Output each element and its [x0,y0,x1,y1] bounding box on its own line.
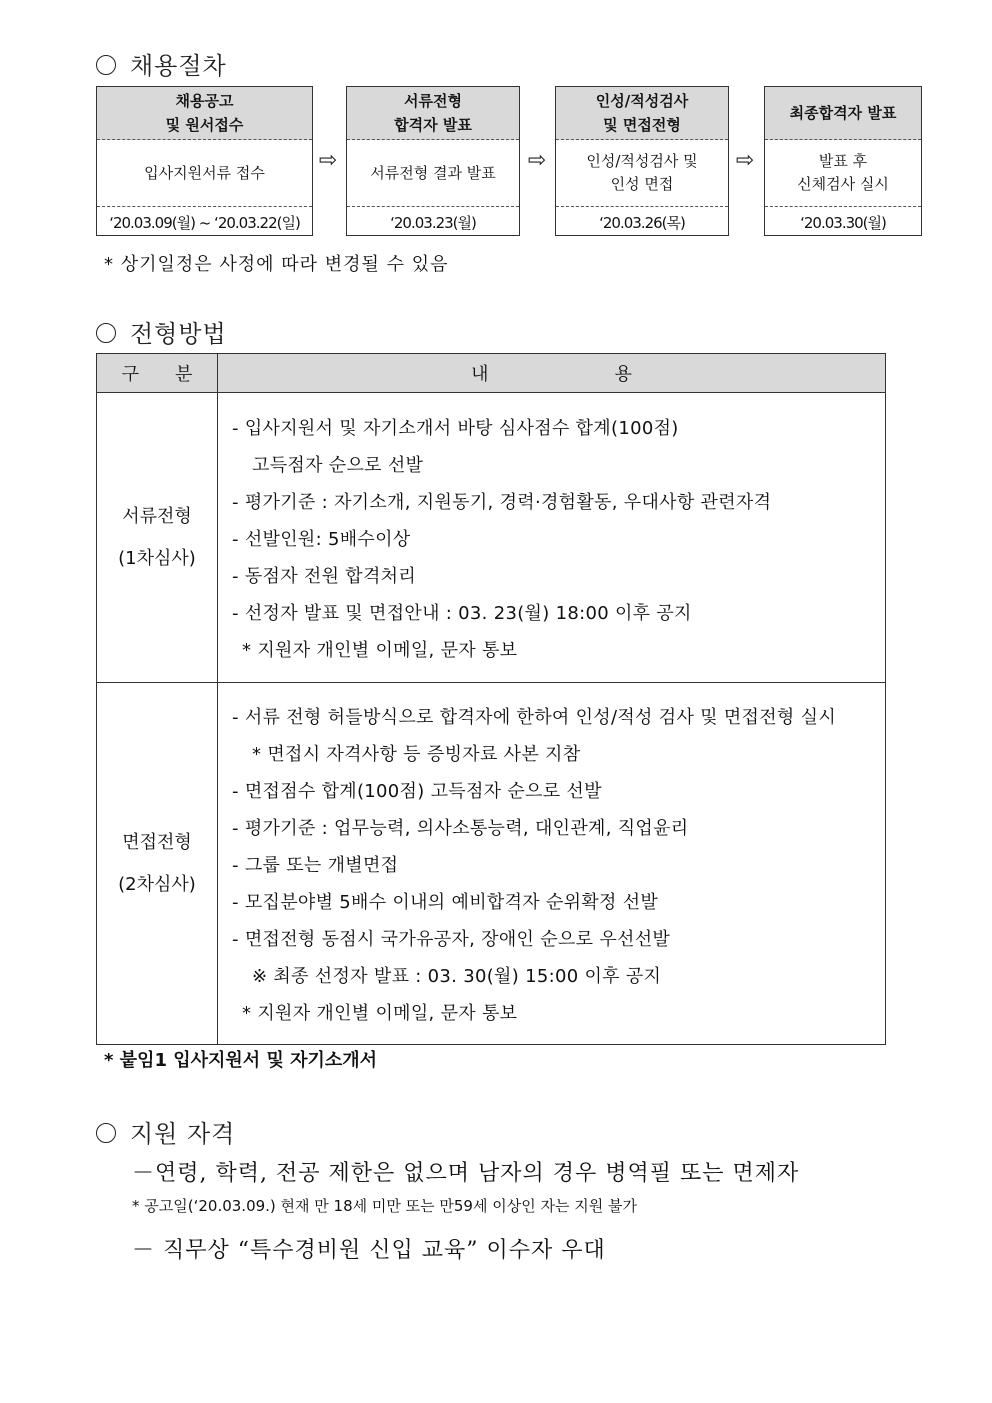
table-header-row [97,354,886,393]
process-step-head [347,87,519,140]
process-step-head-text: 최종합격자 발표 [789,104,897,122]
process-step-head-text: 서류전형 합격자 발표 [394,92,472,134]
process-step-date: ‘20.03.23(월) [390,213,476,232]
process-step-3 [555,86,729,236]
section-title-qualification-text: 지원 자격 [130,1120,236,1148]
section-title-qualification [96,1114,235,1149]
attachment-note: * 붙임1 입사지원서 및 자기소개서 [104,1050,378,1071]
circle-bullet-icon [96,55,116,75]
content-line: - 그룹 또는 개별면접 [232,855,399,876]
right-arrow-icon: ⇨ [527,148,547,173]
process-step-date: ‘20.03.30(월) [800,213,886,232]
process-step-desc [765,140,921,207]
table-row-content [218,683,886,1045]
process-step-1 [96,86,313,236]
content-line: - 면접점수 합계(100점) 고득점자 순으로 선발 [232,781,602,802]
process-step-desc-text: 발표 후 신체검사 실시 [797,152,889,193]
selection-method-table [96,353,886,1045]
process-step-head [765,87,921,140]
section-title-method-text: 전형방법 [130,320,227,348]
process-step-head-text: 채용공고 및 원서접수 [165,92,244,134]
content-line: - 동점자 전원 합격처리 [232,566,417,587]
content-line: - 입사지원서 및 자기소개서 바탕 심사점수 합계(100점) [232,418,679,439]
process-step-head [97,87,312,140]
category-text: 면접전형 (2차심사) [118,831,196,895]
table-row-category [97,683,218,1045]
content-line: * 면접시 자격사항 등 증빙자료 사본 지참 [252,744,581,765]
process-step-date: ‘20.03.26(목) [599,213,685,232]
process-step-head-text: 인성/적성검사 및 면접전형 [595,92,689,134]
process-step-desc-text: 입사지원서류 접수 [144,163,265,182]
qualification-line-3: － 직무상 “특수경비원 신입 교육” 이수자 우대 [132,1238,606,1263]
content-line: - 모집분야별 5배수 이내의 예비합격자 순위확정 선발 [232,892,659,913]
table-row [97,393,886,683]
table-row-category [97,393,218,683]
process-step-desc [97,140,312,207]
right-arrow-icon: ⇨ [735,148,755,173]
category-text: 서류전형 (1차심사) [118,505,196,569]
content-line: - 선발인원: 5배수이상 [232,529,411,550]
content-line: - 평가기준 : 업무능력, 의사소통능력, 대인관계, 직업윤리 [232,818,689,839]
qualification-line-2: * 공고일(‘20.03.09.) 현재 만 18세 미만 또는 만59세 이상인 자는 지원 불가 [132,1197,637,1215]
circle-bullet-icon [96,323,116,343]
process-step-desc-text: 서류전형 결과 발표 [370,163,496,182]
content-line: - 면접전형 동점시 국가유공자, 장애인 순으로 우선선발 [232,929,671,950]
process-step-4 [764,86,922,236]
content-line: - 평가기준 : 자기소개, 지원동기, 경력·경험활동, 우대사항 관련자격 [232,492,772,513]
process-step-desc-text: 인성/적성검사 및 인성 면접 [586,152,698,193]
process-step-desc [556,140,728,207]
qualification-line-1: －연령, 학력, 전공 제한은 없으며 남자의 경우 병역필 또는 면제자 [132,1161,800,1186]
table-row-content [218,393,886,683]
circle-bullet-icon [96,1123,116,1143]
section-title-method [96,314,227,349]
section-title-procedure [96,46,227,81]
content-line: * 지원자 개인별 이메일, 문자 통보 [242,640,518,661]
content-line: - 선정자 발표 및 면접안내 : 03. 23(월) 18:00 이후 공지 [232,603,692,624]
content-line: * 지원자 개인별 이메일, 문자 통보 [242,1003,518,1024]
process-note: * 상기일정은 사정에 따라 변경될 수 있음 [104,254,449,275]
process-step-desc [347,140,519,207]
process-step-head [556,87,728,140]
content-line: ※ 최종 선정자 발표 : 03. 30(월) 15:00 이후 공지 [252,966,662,987]
table-header-content: 내 용 [218,354,886,393]
right-arrow-icon: ⇨ [318,148,338,173]
content-line: - 서류 전형 허들방식으로 합격자에 한하여 인성/적성 검사 및 면접전형 실시 [232,707,837,728]
process-step-date: ‘20.03.09(월) ~ ‘20.03.22(일) [109,213,300,232]
table-row [97,683,886,1045]
table-header-category: 구 분 [97,354,218,393]
content-line: 고득점자 순으로 선발 [252,455,424,476]
section-title-procedure-text: 채용절차 [130,52,227,80]
process-step-2 [346,86,520,236]
